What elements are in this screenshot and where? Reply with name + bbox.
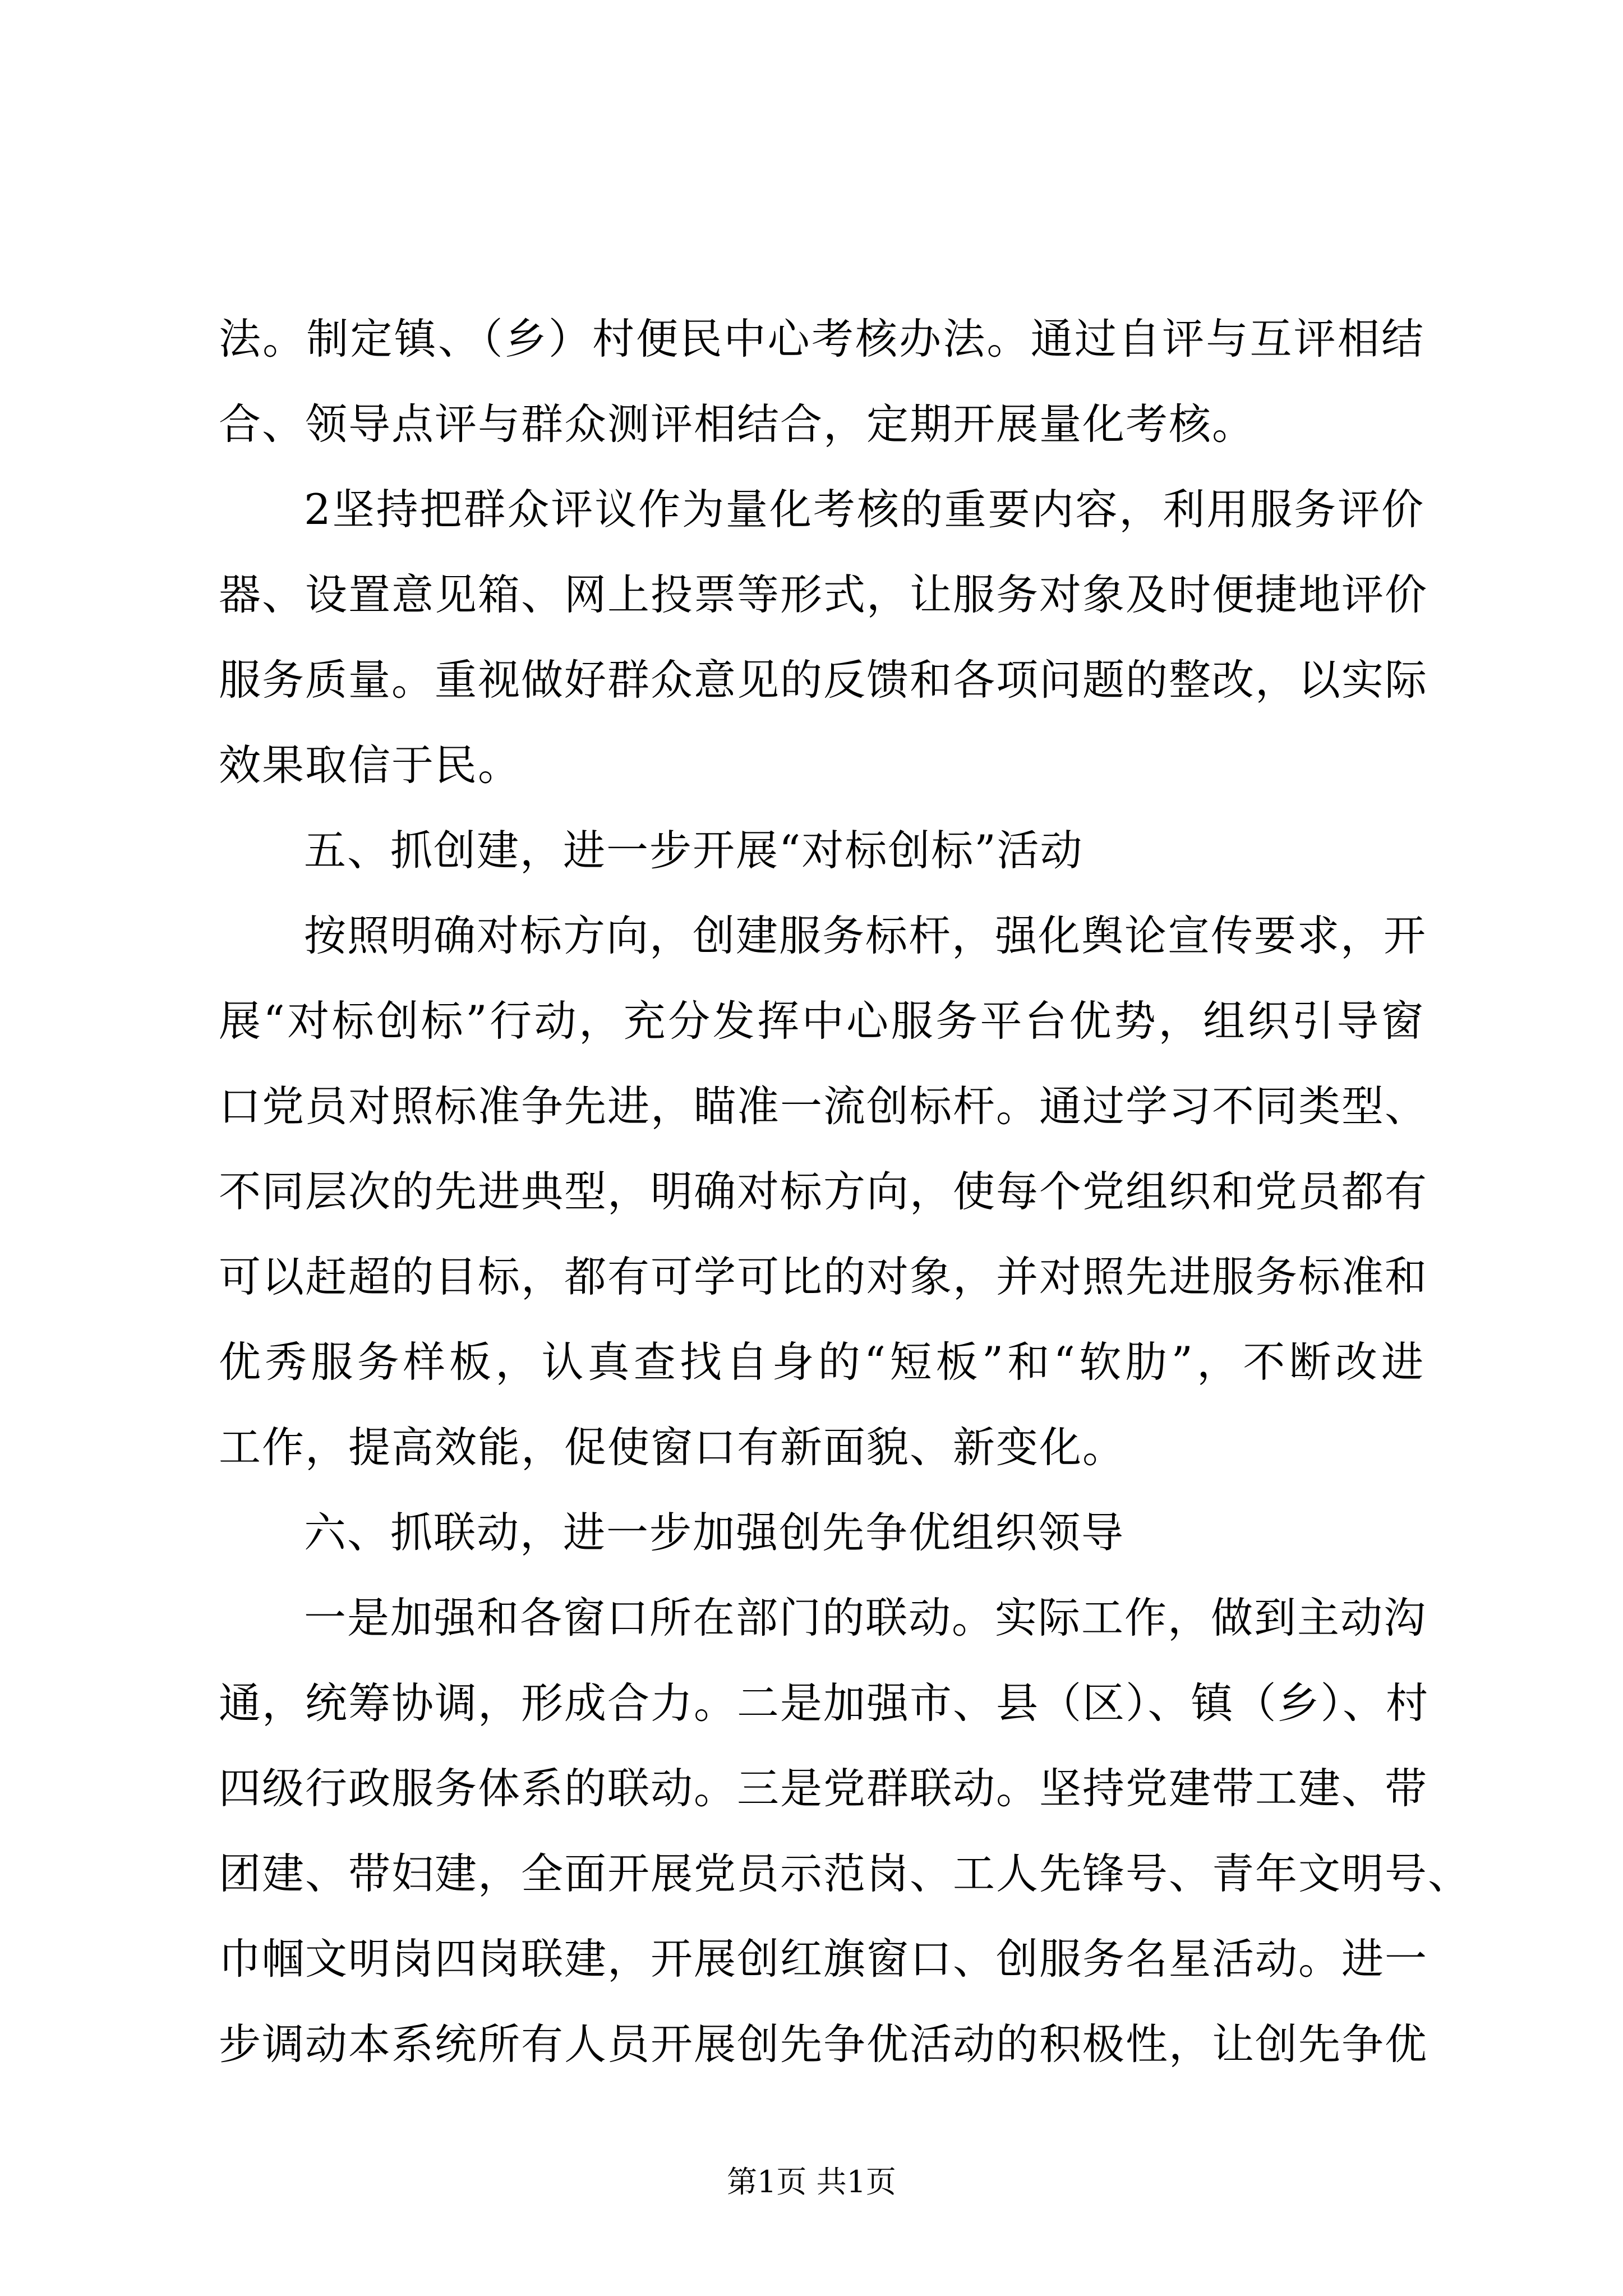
page-footer xyxy=(0,2162,1623,2202)
text-line: 可以赶超的目标，都有可学可比的对象，并对照先进服务标准和 xyxy=(219,1252,1428,1301)
text-line: 巾帼文明岗四岗联建，开展创红旗窗口、创服务名星活动。进一 xyxy=(219,1934,1428,1984)
section-heading: 五、抓创建，进一步开展“对标创标”活动 xyxy=(304,826,1083,875)
text-line: 步调动本系统所有人员开展创先争优活动的积极性，让创先争优 xyxy=(219,2019,1428,2069)
text-line: 法。制定镇、（乡）村便民中心考核办法。通过自评与互评相结 xyxy=(219,314,1424,364)
page-number: 第1页 共1页 xyxy=(727,2164,896,2200)
text-line: 团建、带妇建，全面开展党员示范岗、工人先锋号、青年文明号、 xyxy=(219,1849,1472,1898)
text-line: 服务质量。重视做好群众意见的反馈和各项问题的整改，以实际 xyxy=(219,655,1428,705)
text-line: 按照明确对标方向，创建服务标杆，强化舆论宣传要求，开 xyxy=(304,911,1427,960)
section-heading: 六、抓联动，进一步加强创先争优组织领导 xyxy=(304,1508,1125,1557)
text-line: 效果取信于民。 xyxy=(219,740,522,790)
text-line: 四级行政服务体系的联动。三是党群联动。坚持党建带工建、带 xyxy=(219,1764,1428,1813)
text-line: 合、领导点评与群众测评相结合，定期开展量化考核。 xyxy=(219,399,1256,449)
text-line: 通，统筹协调，形成合力。二是加强市、县（区）、镇（乡）、村 xyxy=(219,1678,1430,1728)
text-line: 工作，提高效能，促使窗口有新面貌、新变化。 xyxy=(219,1423,1126,1472)
text-line: 口党员对照标准争先进，瞄准一流创标杆。通过学习不同类型、 xyxy=(219,1082,1428,1131)
text-line: 一是加强和各窗口所在部门的联动。实际工作，做到主动沟 xyxy=(304,1593,1427,1642)
document-body xyxy=(219,296,1472,2087)
text-line: 2坚持把群众评议作为量化考核的重要内容，利用服务评价 xyxy=(304,485,1424,534)
text-line: 器、设置意见箱、网上投票等形式，让服务对象及时便捷地评价 xyxy=(219,570,1428,619)
text-line: 不同层次的先进典型，明确对标方向，使每个党组织和党员都有 xyxy=(219,1167,1428,1216)
text-line: 优秀服务样板，认真查找自身的“短板”和“软肋”，不断改进 xyxy=(219,1337,1424,1387)
text-line: 展“对标创标”行动，充分发挥中心服务平台优势，组织引导窗 xyxy=(219,996,1424,1046)
